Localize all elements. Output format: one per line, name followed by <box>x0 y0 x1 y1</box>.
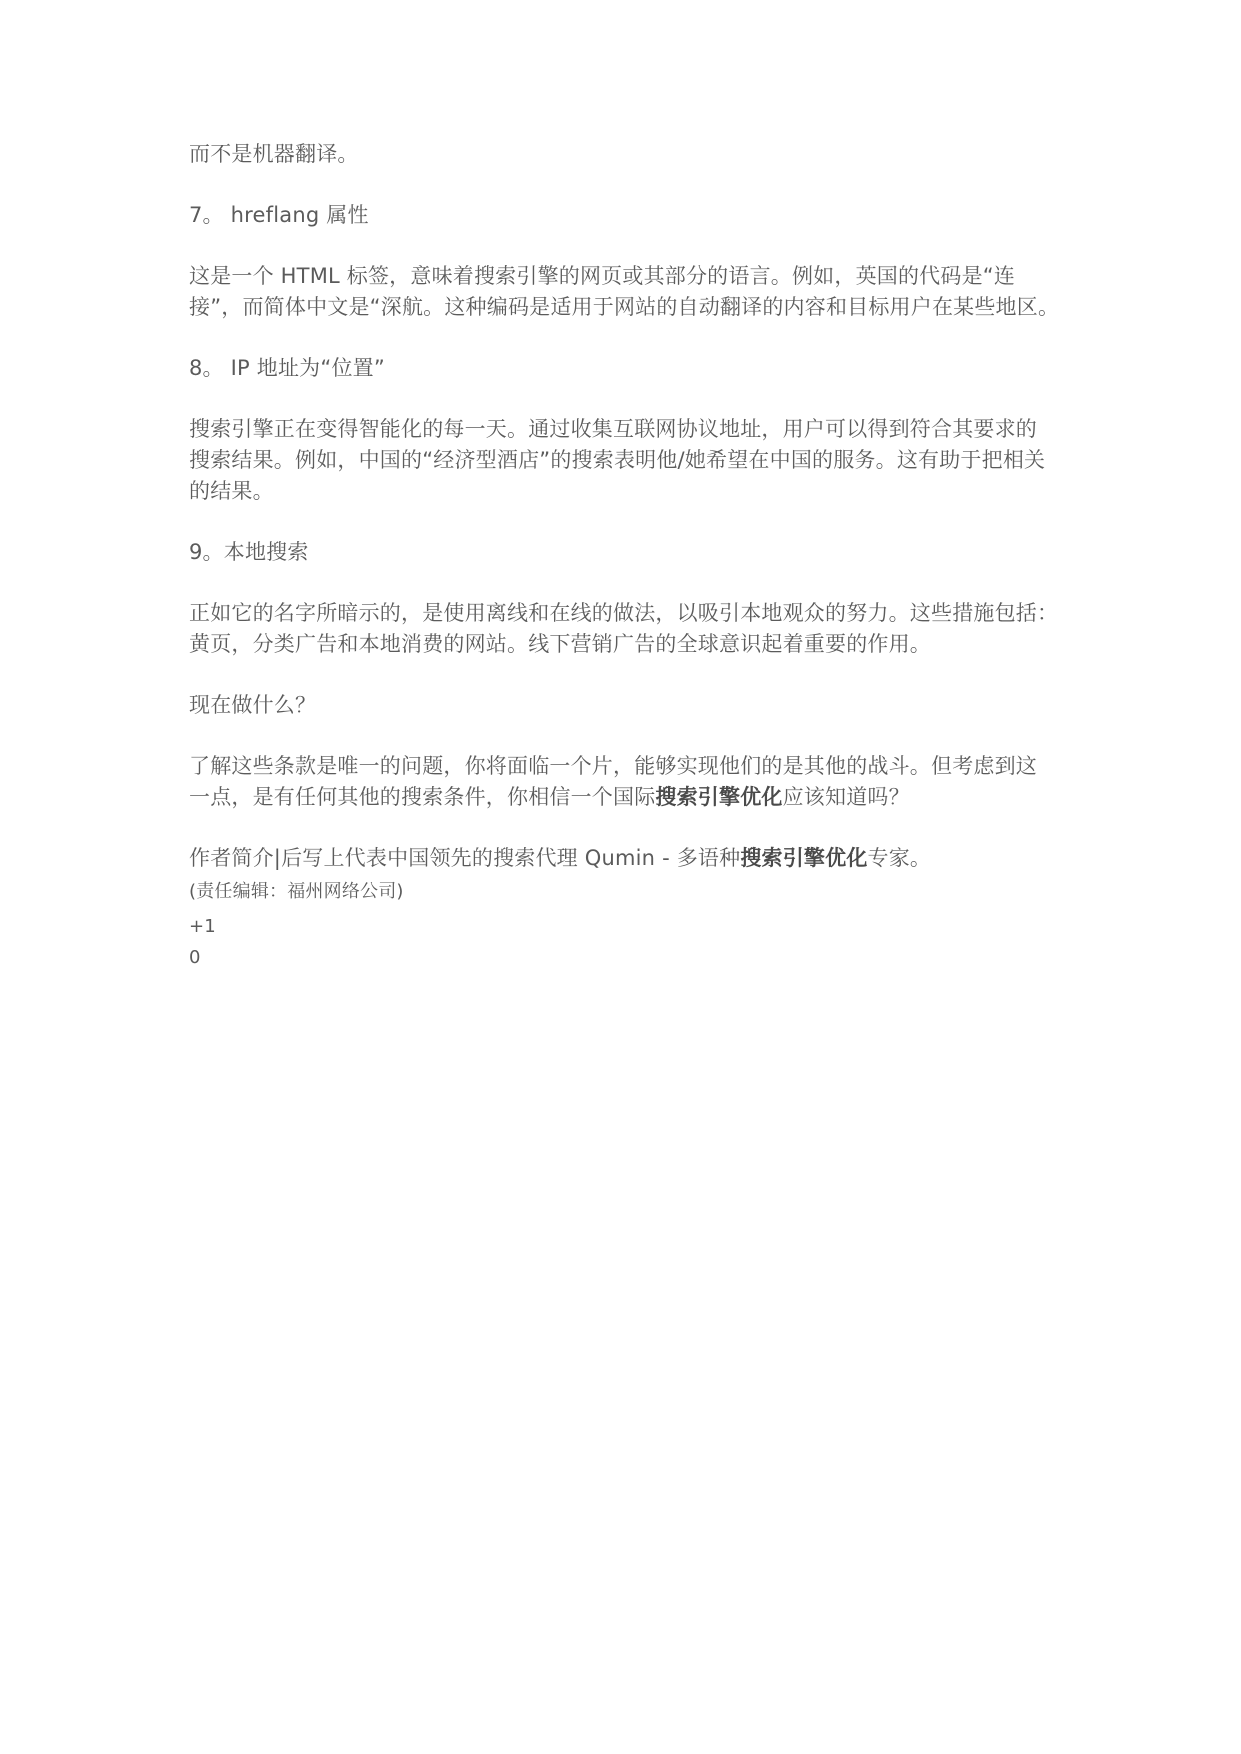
heading-ip-location: 8。 IP 地址为“位置” <box>189 356 385 380</box>
heading-hreflang: 7。 hreflang 属性 <box>189 203 369 227</box>
paragraph-now-text-post: 应该知道吗？ <box>782 785 910 809</box>
paragraph-now-text-pre: 一点，是有任何其他的搜索条件，你相信一个国际 <box>189 785 656 809</box>
seo-keyword-link[interactable]: 搜索引擎优化 <box>655 785 783 809</box>
heading-what-now: 现在做什么？ <box>189 693 317 717</box>
paragraph-ip-line-3: 的结果。 <box>189 479 274 503</box>
editor-credit: (责任编辑：福州网络公司) <box>189 881 404 902</box>
paragraph-local-line-1: 正如它的名字所暗示的，是使用离线和在线的做法，以吸引本地观众的努力。这些措施包括： <box>189 601 1059 625</box>
paragraph-hreflang-line-2: 接”，而简体中文是“深航。这种编码是适用于网站的自动翻译的内容和目标用户在某些地区。 <box>189 295 1060 319</box>
author-bio <box>189 843 1069 873</box>
author-bio-text-pre: 作者简介|后写上代表中国领先的搜索代理 Qumin - 多语种 <box>189 846 741 870</box>
paragraph-hreflang-line-1: 这是一个 HTML 标签，意味着搜索引擎的网页或其部分的语言。例如，英国的代码是“连 <box>189 264 1016 288</box>
paragraph-now-line-1: 了解这些条款是唯一的问题，你将面临一个片，能够实现他们的是其他的战斗。但考虑到这 <box>189 754 1037 778</box>
paragraph-local-line-2: 黄页，分类广告和本地消费的网站。线下营销广告的全球意识起着重要的作用。 <box>189 632 931 656</box>
paragraph-now-line-2 <box>189 782 1069 812</box>
paragraph-ip-line-2: 搜索结果。例如，中国的“经济型酒店”的搜索表明他/她希望在中国的服务。这有助于把相关 <box>189 448 1046 472</box>
vote-count: 0 <box>189 947 201 968</box>
paragraph-intro-end: 而不是机器翻译。 <box>189 142 359 166</box>
vote-up-button[interactable]: +1 <box>189 916 216 937</box>
paragraph-ip-line-1: 搜索引擎正在变得智能化的每一天。通过收集互联网协议地址，用户可以得到符合其要求的 <box>189 417 1037 441</box>
author-seo-keyword-link[interactable]: 搜索引擎优化 <box>740 846 868 870</box>
author-bio-text-post: 专家。 <box>867 846 932 870</box>
heading-local-search: 9。本地搜索 <box>189 540 309 564</box>
